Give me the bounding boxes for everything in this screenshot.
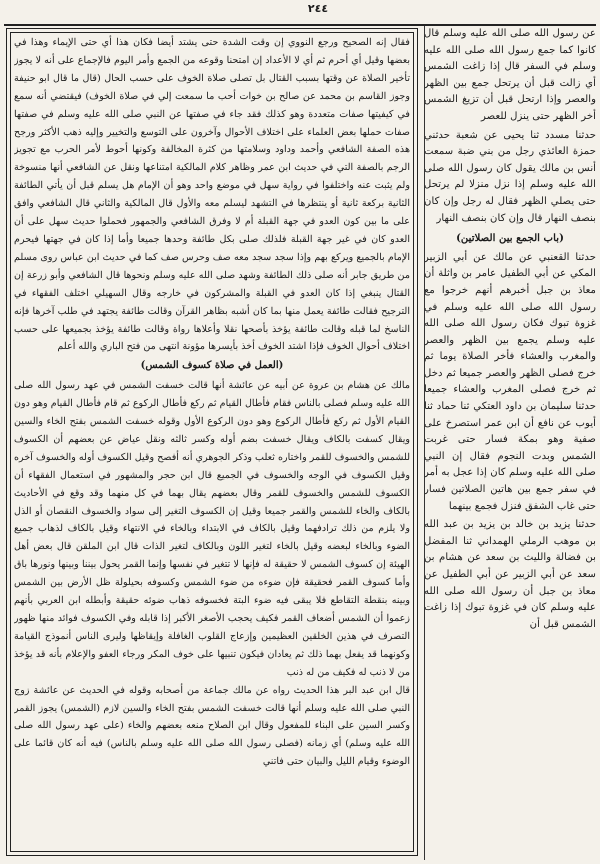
chapter-heading: (العمل في صلاة كسوف الشمس)	[140, 360, 284, 372]
margin-paragraph: حدثنا يزيد بن خالد بن يزيد بن عبد الله بن موهب الرملي الهمداني ثنا المفضل بن فضالة والليث بن سعد عن هشام بن سعد عن أبي الزبير عن أبي الطفيل عن معاذ بن جبل أن رسول الله صلى الله عليه وسلم كان في غزوة تبوك إذا زاغت الشمس قبل أن	[424, 519, 596, 630]
margin-paragraph: حدثنا مسدد ثنا يحيى عن شعبة حدثني حمزة العائذي رجل من بني ضبة سمعت أنس بن مالك يقول كان رسول الله صلى الله عليه وسلم إذا نزل منزلا لم يرتحل حتى يصلي الظهر فقال له رجل وإن كان بنصف النهار قال وإن كان بنصف النهار	[424, 129, 596, 224]
margin-section-heading: (باب الجمع بين الصلاتين)	[456, 232, 564, 245]
column-divider	[424, 26, 425, 860]
margin-paragraph: عن رسول الله صلى الله عليه وسلم قال كانوا كما جمع رسول الله صلى الله عليه وسلم في السفر قال إذا زاغت الشمس أي زالت قبل أن يرتحل جمع بين الظهر والعصر وإذا ارتحل قبل أن تزيغ الشمس أخر الظهر حتى ينزل للعصر	[424, 28, 596, 122]
main-paragraph: فقال إنه الصحيح ورجع النووي إن وقت الشدة حتى يشتد أيضا فكان هذا أي حتى الإيماء وهذا في بعضها وقيل أي أحرم ثم أي لا الأعداد إن امتحنا وقوعه من الجمع وأمر اليوم فالإجماع على أنه لا يجوز تأخير الصلاة عن وقتها بسبب القتال بل تصلى صلاة الخوف على حسب الحال (قال ما قال ابو حنيفة وجوز القاسم بن محمد عن صالح بن خوات أحب ما سمعت إلي في صلاة الخوف) فيقتضي أنه سمع في كيفيتها صفات متعددة وهو كذلك فقد جاء في صفتها عن النبي صلى الله عليه وسلم في صفتها صفات حملها بعض العلماء على اختلاف الأحوال وآخرون على التوسع والتخيير وإليه ذهب الأكثر ورجح هذه الصفة الشافعي وأحمد وداود وسلامتها من كثرة المخالفة وكونها أحوط لأمر الحرب مع تجويز الرجم بالصفة التي في حديث ابن عمر وظاهر كلام المالكية امتناعها ونقل عن الشافعي أنها منسوخة ولم يثبت عنه واختلفوا في رواية سهل في موضع واحد وهو أن الإمام هل يسلم قبل أن يأتي الطائفة الثانية بركعة ثانية أو ينتظرها في التشهد ليسلم معه والأول قال المالكية والثاني قال الشافعي وافق على ما بين كون العدو في جهة القبلة أم لا وفرق الشافعي والجمهور فحملوا حديث سهل على أن العدو كان في غير جهة القبلة فلذلك صلى بكل طائفة وحدها جميعا وأما إذا كان في جهتها فيحرم الإمام بالجميع ويركع بهم وإذا سجد سجد معه صف وحرس صف كما في حديث ابن عباس روى مسلم من طريق جابر أنه صلى ذلك الطائفة وشهد صلى الله عليه وسلم ونحوها قال الشافعي وأبو زرعة إن القتال ينبغي إذا كان العدو في القبلة والمشركون في خارجه وقال السهيلي اختلف الفقهاء في الترجيح فقالت طائفة يعمل منها بما كان أشبه بظاهر القرآن وقالت طائفة يجتهد في طلب آخرها فإنه الناسخ لما قبله وقالت طائفة يؤخذ بأصحها نقلا وأعلاها رواة وقالت طائفة يؤخذ بجميعها على حسب اختلاف أحوال الخوف فإذا اشتد الخوف أخذ بأيسرها مؤونة انتهى من فتح الباري والله أعلم	[14, 37, 410, 353]
margin-paragraph: حدثنا القعنبي عن مالك عن أبي الزبير المكي عن أبي الطفيل عامر بن واثلة أن معاذ بن جبل أخبرهم أنهم خرجوا مع رسول الله صلى الله عليه وسلم في غزوة تبوك فكان رسول الله صلى الله عليه وسلم يجمع بين الظهر والعصر والمغرب والعشاء فأخر الصلاة يوما ثم خرج فصلى الظهر والعصر جميعا ثم دخل ثم خرج فصلى المغرب والعشاء جميعا حدثنا سليمان بن داود العتكي ثنا حماد ثنا أيوب عن نافع أن ابن عمر استصرخ على صفية وهو بمكة فسار حتى غربت الشمس وبدت النجوم فقال إن النبي صلى الله عليه وسلم كان إذا عجل به أمر في سفر جمع بين هاتين الصلاتين فسار حتى غاب الشفق فنزل فجمع بينهما	[424, 251, 596, 512]
margin-hadith-column	[424, 26, 596, 858]
main-paragraph: مالك عن هشام بن عروة عن أبيه عن عائشة أنها قالت خسفت الشمس في عهد رسول الله صلى الله عليه وسلم فصلى بالناس فقام فأطال القيام ثم ركع فأطال الركوع ثم قام فأطال القيام وهو دون القيام الأول ثم ركع فأطال الركوع وهو دون الركوع الأول وقوله خسفت الشمس بفتح الخاء والسين ويقال كسفت بالكاف ويقال خسفت بضم أوله وكسر ثالثه ونقل عياض عن بعضهم أن الكسوف للشمس والخسوف للقمر واختاره ثعلب وذكر الجوهري أنه أفصح وقيل الكسوف أوله والخسوف آخره وقيل الكسوف في الوجه والخسوف في الجميع قال ابن حجر والمشهور في استعمال الفقهاء أن الكسوف للشمس والخسوف للقمر وقال بعضهم يقال بهما في كل منهما وقد وقع في الأحاديث بالكاف والخاء للشمس والقمر جميعا وقيل إن الكسوف التغير إلى سواد والخسوف النقصان أو الذل ولا يلزم من ذلك ترادفهما وقيل بالكاف في الابتداء وبالخاء في الانتهاء وقيل بالكاف لذهاب جميع الضوء وبالخاء لبعضه وقيل بالخاء لتغير اللون وبالكاف لتغير الذات قال ابن الملقن قال بعض أهل الهيئة إن كسوف الشمس لا حقيقة له فإنها لا تتغير في نفسها وإنما القمر يحول بيننا وبينها ونورها باق وأما كسوف القمر فحقيقة فإن ضوءه من ضوء الشمس وكسوفه بحيلولة ظل الأرض بين الشمس وبينه بنقطة التقاطع فلا يبقى فيه ضوء البتة فخسوفه ذهاب ضوئه حقيقة وأبطله ابن العربي بأنهم زعموا أن الشمس أضعاف القمر فكيف يحجب الأصغر الأكبر إذا قابله وفي الكسوف فوائد منها ظهور التصرف في هذين الخلقين العظيمين وإزعاج القلوب الغافلة وإيقاظها وليرى الناس أنموذج القيامة وكونهما قد يفعل بهما ذلك ثم يعادان فيكون تنبيها على خوف المكر ورجاء العفو والإعلام بأنه قد يؤخذ من لا ذنب له فكيف من له ذنب	[14, 380, 410, 678]
page-number: ٢٤٤	[307, 2, 329, 15]
main-paragraph: قال ابن عبد البر هذا الحديث رواه عن مالك جماعة من أصحابه وقوله في الحديث عن عائشة زوج النبي صلى الله عليه وسلم أنها قالت خسفت الشمس بفتح الخاء والسين لازم (الشمس) يجوز القمر وكسر السين على البناء للمفعول وقال ابن الصلاح منعه بعضهم والخاء (على عهد رسول الله صلى الله عليه وسلم) أي زمانه (فصلى رسول الله صلى الله عليه وسلم بالناس) فيه أنه كان قائما على الوضوء وقيام الليل والبيان حتى فاتني	[14, 684, 410, 768]
main-commentary-column	[14, 34, 410, 848]
